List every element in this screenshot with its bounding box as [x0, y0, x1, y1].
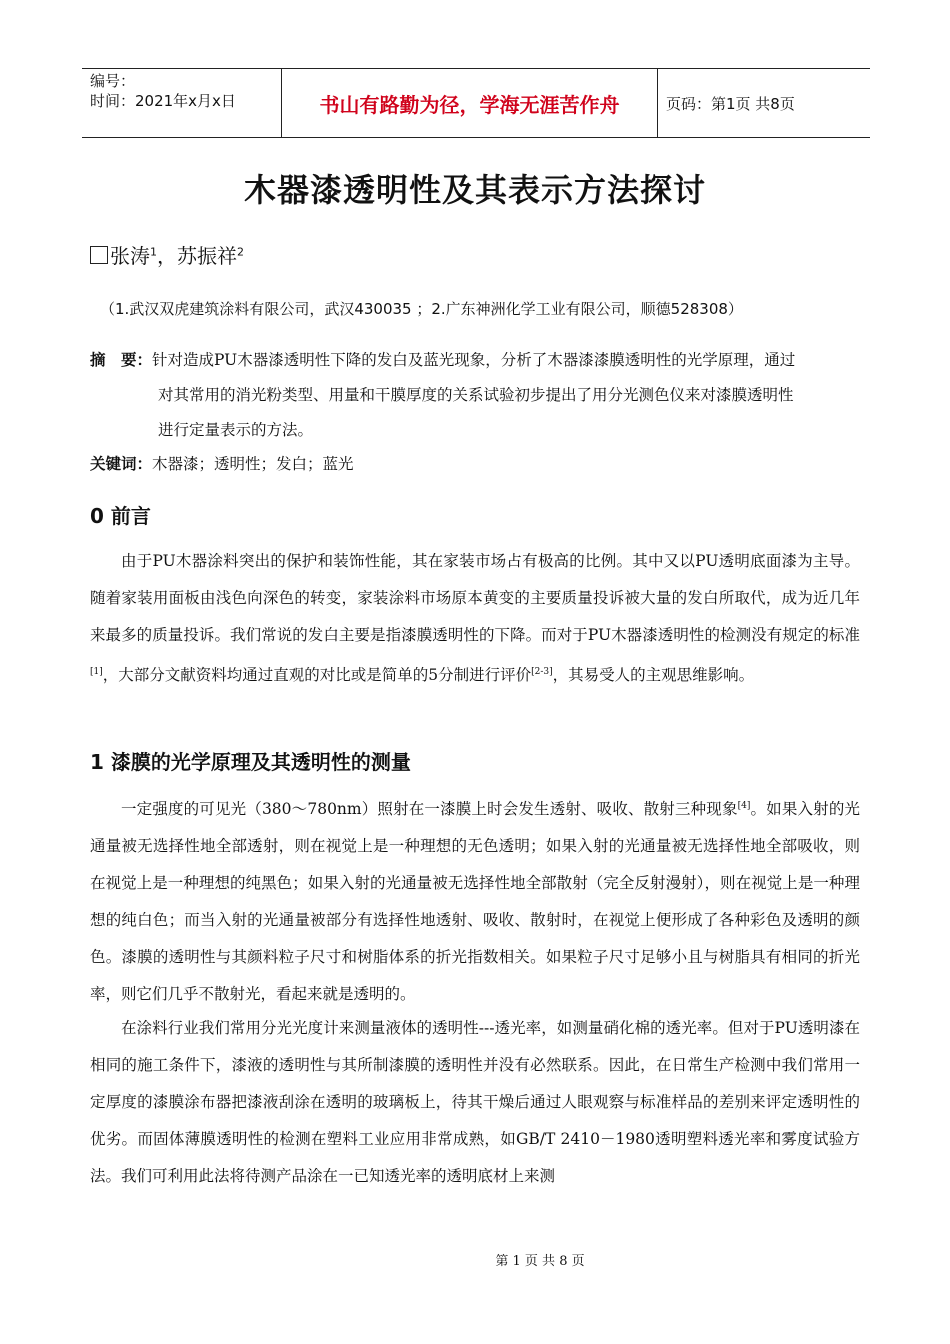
keywords	[90, 452, 354, 474]
citation-2-3: [2-3]	[531, 667, 553, 677]
header-table	[82, 68, 870, 138]
header-motto: 书山有路勤为径，学海无涯苦作舟	[282, 69, 658, 137]
keywords-label: 关键词：	[90, 455, 153, 473]
section-1-paragraph-2: 在涂料行业我们常用分光光度计来测量液体的透明性---透光率，如测量硝化棉的透光率。但对于PU透明漆在相同的施工条件下，漆液的透明性与其所制漆膜的透明性并没有必然联系。因此，在日常生产检测中我们常用一定厚度的漆膜涂布器把漆液刮涂在透明的玻璃板上，待其干燥后通过人眼观察与标准样品的差别来评定透明性的优劣。而固体薄膜透明性的检测在塑料工业应用非常成熟，如GB/T 2410－1980透明塑料透光率和雾度试验方法。我们可利用此法将待测产品涂在一已知透光率的透明底材上来测	[90, 1019, 860, 1185]
section-0-heading: 0 前言	[90, 504, 151, 528]
section-0-text-c: ，其易受人的主观思维影响。	[552, 666, 755, 685]
affiliation: （1.武汉双虎建筑涂料有限公司，武汉430035 ；2.广东神洲化学工业有限公司，顺德528308）	[100, 300, 743, 318]
author-2: 苏振祥	[177, 244, 237, 268]
footer-page-number: 第 1 页 共 8 页	[495, 1254, 585, 1269]
section-1-text-b: 。如果入射的光通量被无选择性地全部透射，则在视觉上是一种理想的无色透明；如果入射的光通量被无选择性地全部吸收，则在视觉上是一种理想的纯黑色；如果入射的光通量被无选择性地全部散射（完全反射漫射），则在视觉上是一种理想的纯白色；而当入射的光通量被部分有选择性地透射、吸收、散射时，在视觉上便形成了各种彩色及透明的颜色。漆膜的透明性与其颜料粒子尺寸和树脂体系的折光指数相关。如果粒子尺寸足够小且与树脂具有相同的折光率，则它们几乎不散射光，看起来就是透明的。	[90, 800, 860, 1004]
keywords-text: 木器漆；透明性；发白；蓝光	[152, 455, 354, 473]
header-page-info: 页码：第1页 共8页	[666, 94, 795, 113]
author-2-sup: 2	[237, 245, 244, 259]
abstract-line-1: 针对造成PU木器漆透明性下降的发白及蓝光现象，分析了木器漆漆膜透明性的光学原理，通过	[152, 351, 796, 369]
header-left-cell	[82, 69, 282, 137]
citation-4: [4]	[737, 801, 751, 811]
abstract-label: 摘 要：	[90, 351, 153, 369]
section-1-heading: 1 漆膜的光学原理及其透明性的测量	[90, 750, 411, 774]
author-separator: ，	[157, 244, 177, 268]
author-line	[90, 240, 244, 269]
section-0-text-a: 由于PU木器涂料突出的保护和装饰性能，其在家装市场占有极高的比例。其中又以PU透明底面漆为主导。随着家装用面板由浅色向深色的转变，家装涂料市场原本黄变的主要质量投诉被大量的发白所取代，成为近几年来最多的质量投诉。我们常说的发白主要是指漆膜透明性的下降。而对于PU木器漆透明性的检测没有规定的标准	[90, 552, 860, 644]
section-1-paragraph-1	[90, 788, 860, 1013]
code-label: 编号：	[90, 72, 136, 90]
section-1-text-a: 一定强度的可见光（380～780nm）照射在一漆膜上时会发生透射、吸收、散射三种现象	[121, 800, 738, 819]
abstract	[90, 343, 860, 448]
document-title: 木器漆透明性及其表示方法探讨	[243, 171, 706, 209]
citation-1: [1]	[90, 667, 103, 677]
checkbox-square-icon	[90, 246, 108, 264]
section-0-paragraph	[90, 543, 860, 694]
page-footer	[0, 1250, 950, 1269]
author-1-sup: 1	[150, 245, 157, 259]
abstract-line-3: 进行定量表示的方法。	[158, 421, 314, 439]
section-0-text-b: ，大部分文献资料均通过直观的对比或是简单的5分制进行评价	[102, 666, 532, 685]
author-1: 张涛	[110, 244, 150, 268]
date-line: 时间：2021年x月x日	[90, 92, 236, 110]
abstract-line-2: 对其常用的消光粉类型、用量和干膜厚度的关系试验初步提出了用分光测色仪来对漆膜透明性	[158, 386, 794, 404]
